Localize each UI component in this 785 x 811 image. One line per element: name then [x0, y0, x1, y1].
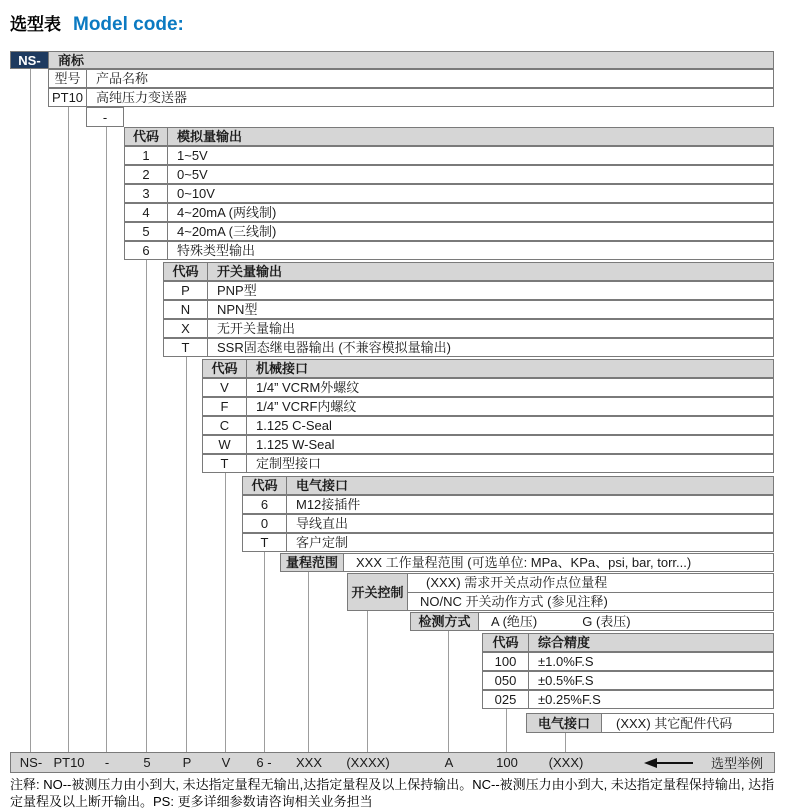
- connector-line: [565, 733, 566, 752]
- accessories-desc: (XXX) 其它配件代码: [616, 715, 733, 731]
- trademark-label: 商标: [58, 52, 85, 68]
- option-row: [482, 671, 774, 690]
- accuracy-header: [482, 633, 774, 652]
- electrical-interface-header: [242, 476, 774, 495]
- section-title: 机械接口: [256, 361, 309, 376]
- connector-line: [30, 69, 31, 752]
- switch-setpoint-row: (XXX) 需求开关点动作点位量程: [408, 574, 773, 593]
- analog-output-header: [124, 127, 774, 146]
- option-code: 6: [243, 496, 287, 513]
- option-label: 1/4” VCRM外螺纹: [256, 380, 360, 395]
- option-code: N: [164, 301, 208, 318]
- page-title-zh: 选型表: [10, 15, 61, 34]
- example-item: (XXXX): [346, 755, 390, 770]
- example-item: 5: [143, 755, 151, 770]
- option-code: 3: [125, 185, 168, 202]
- option-label: NPN型: [217, 302, 258, 317]
- code-header-cell: 代码: [483, 634, 529, 651]
- section-title: 模拟量输出: [177, 129, 243, 144]
- switch-action-row: NO/NC 开关动作方式 (参见注释): [420, 593, 608, 609]
- option-label: 导线直出: [296, 516, 349, 531]
- example-item: XXX: [295, 755, 322, 770]
- option-row: [124, 146, 774, 165]
- range-desc: XXX 工作量程范围 (可选单位: MPa、KPa、psi, bar, torr...): [356, 555, 692, 570]
- model-header-row: [48, 69, 774, 88]
- option-row: [124, 203, 774, 222]
- switch-output-header: [163, 262, 774, 281]
- switch-control-row: [347, 573, 774, 611]
- example-item: NS-: [19, 755, 43, 770]
- option-code: X: [164, 320, 208, 337]
- detection-label: 检测方式: [411, 613, 479, 630]
- option-code: T: [243, 534, 287, 551]
- example-item: (XXX): [548, 755, 584, 770]
- option-label: ±0.5%F.S: [538, 673, 594, 688]
- option-label: 特殊类型输出: [177, 243, 256, 258]
- accessories-row: [526, 713, 774, 733]
- option-row: [163, 300, 774, 319]
- example-item: V: [221, 755, 231, 770]
- connector-line: [367, 611, 368, 752]
- option-row: [124, 165, 774, 184]
- detection-option-absolute: A (绝压): [491, 614, 538, 629]
- option-code: F: [203, 398, 247, 415]
- option-code: 6: [125, 242, 168, 259]
- option-row: [124, 241, 774, 260]
- option-label: 1~5V: [177, 148, 208, 163]
- option-label: 0~5V: [177, 167, 208, 182]
- option-label: PNP型: [217, 283, 257, 298]
- switch-control-label: 开关控制: [348, 574, 408, 610]
- option-row: [124, 184, 774, 203]
- connector-line: [308, 572, 309, 752]
- accessories-label: 电气接口: [527, 714, 602, 732]
- option-code: 050: [483, 672, 529, 689]
- option-row: [163, 319, 774, 338]
- code-header-cell: 代码: [125, 128, 168, 145]
- brand-row: [10, 51, 774, 69]
- option-code: 5: [125, 223, 168, 240]
- dash-cell: -: [86, 107, 124, 127]
- code-header-cell: 代码: [164, 263, 208, 280]
- connector-line: [225, 473, 226, 752]
- option-row: [242, 495, 774, 514]
- mechanical-interface-header: [202, 359, 774, 378]
- option-label: SSR固态继电器输出 (不兼容模拟量输出): [217, 340, 452, 355]
- example-item: A: [444, 755, 454, 770]
- option-row: [202, 435, 774, 454]
- option-row: [202, 397, 774, 416]
- option-code: 2: [125, 166, 168, 183]
- section-title: 综合精度: [538, 635, 591, 650]
- option-code: 025: [483, 691, 529, 708]
- option-code: 0: [243, 515, 287, 532]
- detection-option-gauge: G (表压): [582, 614, 631, 629]
- product-name: 高纯压力变送器: [96, 90, 188, 105]
- option-label: 客户定制: [296, 535, 349, 550]
- option-code: T: [203, 455, 247, 472]
- model-code-header: 型号: [49, 70, 87, 87]
- option-label: ±0.25%F.S: [538, 692, 601, 707]
- connector-line: [146, 260, 147, 752]
- option-row: [202, 416, 774, 435]
- example-item: 6 -: [256, 755, 272, 770]
- option-row: [242, 533, 774, 552]
- option-code: V: [203, 379, 247, 396]
- option-label: 4~20mA (三线制): [177, 224, 277, 239]
- page-title: [10, 10, 184, 36]
- option-code: 1: [125, 147, 168, 164]
- example-bar: [10, 752, 775, 773]
- option-label: M12接插件: [296, 497, 361, 512]
- range-row: [280, 553, 774, 572]
- option-label: 无开关量输出: [217, 321, 296, 336]
- option-row: [202, 454, 774, 473]
- code-header-cell: 代码: [203, 360, 247, 377]
- option-label: 1.125 W-Seal: [256, 437, 335, 452]
- section-title: 电气接口: [296, 478, 349, 493]
- option-code: W: [203, 436, 247, 453]
- model-code: PT10: [49, 89, 87, 106]
- connector-line: [186, 357, 187, 752]
- notes-text: 注释: NO--被测压力由小到大, 未达指定量程无输出,达指定量程及以上保持输出。NC--被测压力由小到大, 未达指定量程保持输出, 达指定量程及以上断开输出。PS: 更多详细参数请咨询相关业务担当: [10, 777, 775, 809]
- example-item: P: [182, 755, 192, 770]
- left-arrow-icon: [644, 753, 693, 772]
- option-row: [482, 652, 774, 671]
- example-item: 100: [496, 755, 518, 770]
- option-code: 4: [125, 204, 168, 221]
- option-label: 4~20mA (两线制): [177, 205, 277, 220]
- page-title-en: Model code:: [73, 14, 184, 35]
- connector-line: [448, 631, 449, 752]
- option-code: 100: [483, 653, 529, 670]
- option-row: [163, 338, 774, 357]
- connector-line: [506, 709, 507, 752]
- connector-line: [106, 127, 107, 752]
- option-code: C: [203, 417, 247, 434]
- option-label: 0~10V: [177, 186, 215, 201]
- option-code: P: [164, 282, 208, 299]
- product-name-header: 产品名称: [96, 71, 149, 86]
- option-row: [163, 281, 774, 300]
- range-label: 量程范围: [281, 554, 344, 571]
- option-row: [124, 222, 774, 241]
- option-row: [202, 378, 774, 397]
- option-label: 1.125 C-Seal: [256, 418, 332, 433]
- option-row: [482, 690, 774, 709]
- brand-code-cell: NS-: [11, 52, 49, 68]
- example-item: -: [104, 755, 110, 770]
- option-label: 定制型接口: [256, 456, 322, 471]
- detection-row: [410, 612, 774, 631]
- example-label: 选型举例: [710, 756, 763, 771]
- connector-line: [68, 107, 69, 752]
- section-title: 开关量输出: [217, 264, 283, 279]
- option-code: T: [164, 339, 208, 356]
- connector-line: [264, 552, 265, 752]
- option-row: [242, 514, 774, 533]
- example-item: PT10: [53, 755, 85, 770]
- option-label: ±1.0%F.S: [538, 654, 594, 669]
- code-header-cell: 代码: [243, 477, 287, 494]
- option-label: 1/4” VCRF内螺纹: [256, 399, 357, 414]
- model-row: [48, 88, 774, 107]
